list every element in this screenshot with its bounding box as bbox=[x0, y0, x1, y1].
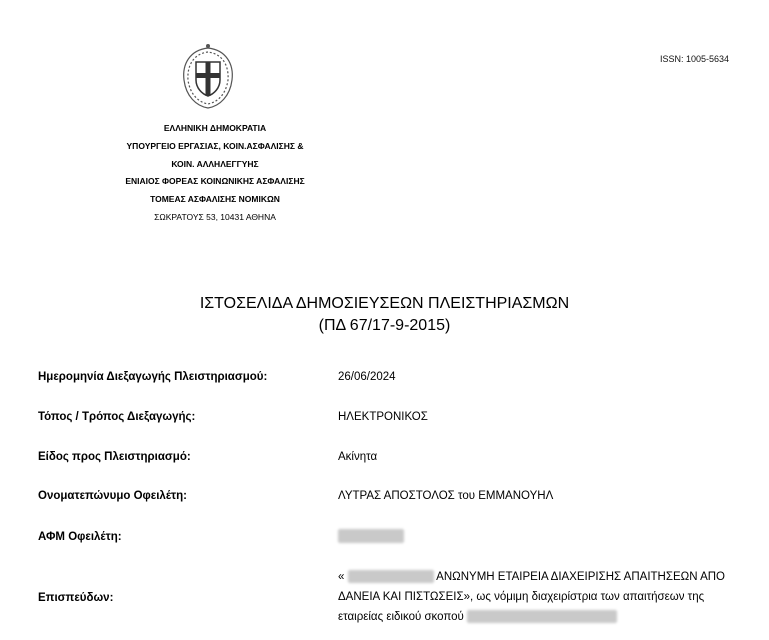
redaction-block bbox=[338, 529, 404, 543]
title-line-2: (ΠΔ 67/17-9-2015) bbox=[318, 317, 451, 334]
issn-label: ISSN: 1005-5634 bbox=[660, 54, 730, 64]
header-line-ministry: ΥΠΟΥΡΓΕΙΟ ΕΡΓΑΣΙΑΣ, ΚΟΙΝ.ΑΣΦΑΛΙΣΗΣ & bbox=[126, 140, 304, 151]
epispeudon-line-3 bbox=[338, 607, 738, 627]
greek-coat-of-arms-icon bbox=[176, 40, 240, 112]
auction-type-value: Ακίνητα bbox=[338, 451, 378, 463]
header-line-efka: ΕΝΙΑΙΟΣ ΦΟΡΕΑΣ ΚΟΙΝΩΝΙΚΗΣ ΑΣΦΑΛΙΣΗΣ bbox=[125, 176, 305, 187]
debtor-afm-label: ΑΦΜ Οφειλέτη: bbox=[38, 531, 122, 543]
epispeudon-line-1 bbox=[338, 567, 738, 587]
debtor-afm-value bbox=[338, 529, 404, 543]
header-line-republic: ΕΛΛΗΝΙΚΗ ΔΗΜΟΚΡΑΤΙΑ bbox=[163, 123, 267, 133]
epispeudon-line-1-text: ΑΝΩΝΥΜΗ ΕΤΑΙΡΕΙΑ ΔΙΑΧΕΙΡΙΣΗΣ ΑΠΑΙΤΗΣΕΩΝ ΑΠΟ bbox=[436, 571, 726, 583]
auction-method-label: Τόπος / Τρόπος Διεξαγωγής: bbox=[38, 411, 196, 423]
auction-date-value: 26/06/2024 bbox=[338, 371, 396, 383]
epispeudon-line-2: ΔΑΝΕΙΑ ΚΑΙ ΠΙΣΤΩΣΕΙΣ», ως νόμιμη διαχειρίστρια των απαιτήσεων της bbox=[338, 591, 705, 603]
header-line-sector: ΤΟΜΕΑΣ ΑΣΦΑΛΙΣΗΣ ΝΟΜΙΚΩΝ bbox=[150, 194, 280, 205]
epispeudon-line-3-text: εταιρείας ειδικού σκοπού bbox=[338, 611, 464, 623]
auction-method-value: ΗΛΕΚΤΡΟΝΙΚΟΣ bbox=[338, 411, 428, 423]
debtor-name-label: Ονοματεπώνυμο Οφειλέτη: bbox=[38, 490, 188, 502]
epispeudon-value bbox=[338, 567, 738, 627]
header-block bbox=[100, 120, 330, 227]
header-line-ministry-cont: ΚΟΙΝ. ΑΛΛΗΛΕΓΓΥΗΣ bbox=[171, 158, 259, 169]
header-address: ΣΩΚΡΑΤΟΥΣ 53, 10431 ΑΘΗΝΑ bbox=[154, 211, 276, 222]
epispeudon-label: Επισπεύδων: bbox=[38, 592, 114, 604]
redaction-block bbox=[467, 610, 617, 623]
debtor-name-value: ΛΥΤΡΑΣ ΑΠΟΣΤΟΛΟΣ του ΕΜΜΑΝΟΥΗΛ bbox=[338, 490, 554, 502]
auction-date-label: Ημερομηνία Διεξαγωγής Πλειστηριασμού: bbox=[38, 371, 268, 383]
redaction-block bbox=[348, 570, 434, 583]
page-title bbox=[0, 293, 769, 337]
auction-type-label: Είδος προς Πλειστηριασμό: bbox=[38, 451, 191, 463]
title-line-1: ΙΣΤΟΣΕΛΙΔΑ ΔΗΜΟΣΙΕΥΣΕΩΝ ΠΛΕΙΣΤΗΡΙΑΣΜΩΝ bbox=[199, 295, 570, 312]
open-quote: « bbox=[338, 571, 345, 583]
